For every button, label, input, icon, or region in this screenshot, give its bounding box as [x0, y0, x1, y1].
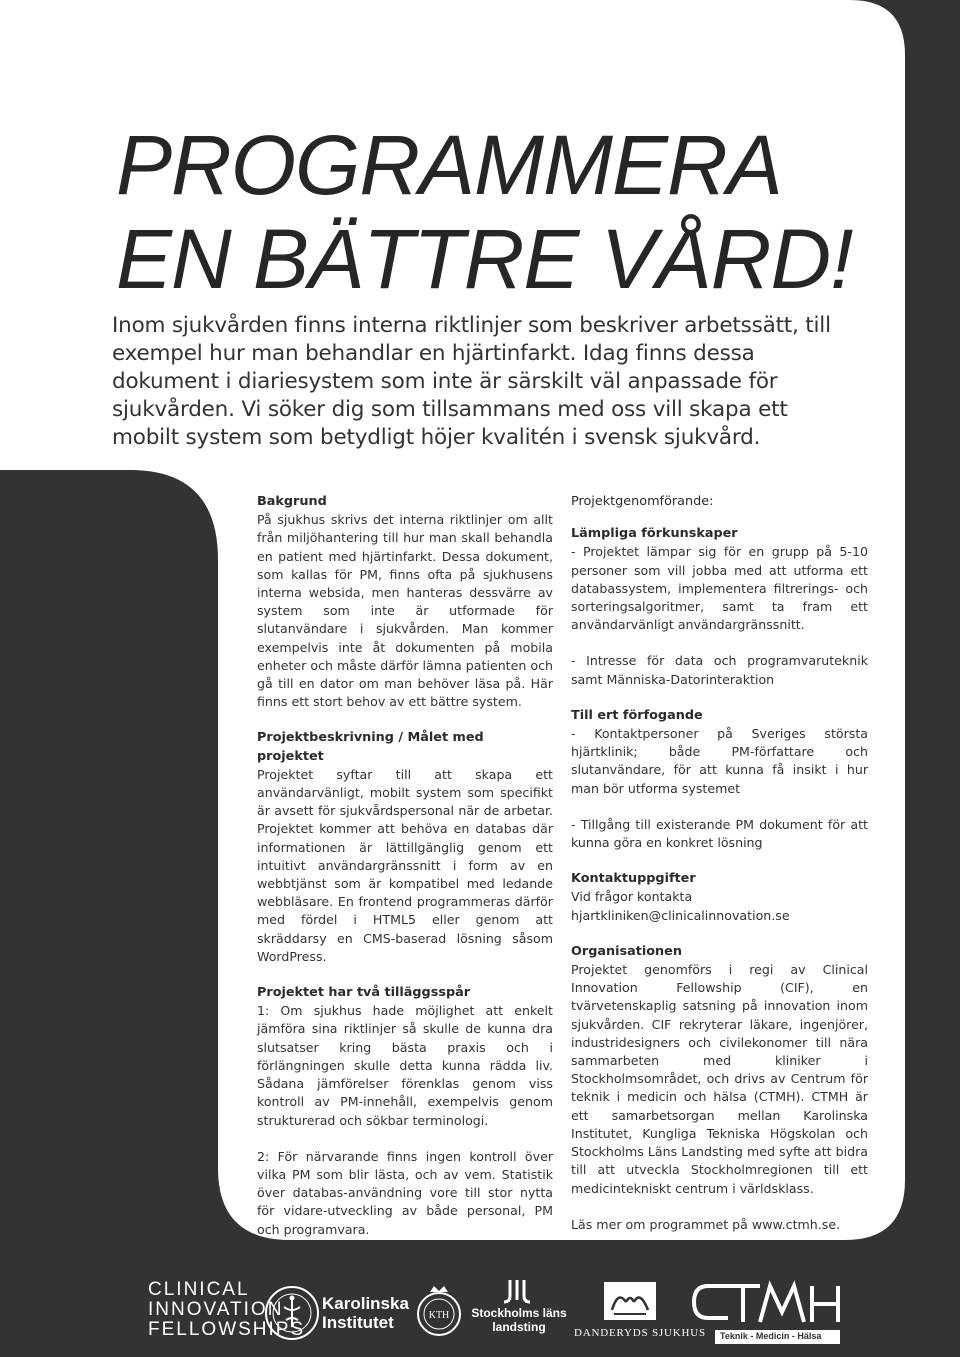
danderyd-name: DANDERYDS SJUKHUS: [574, 1327, 706, 1339]
heading-bakgrund: Bakgrund: [257, 494, 327, 509]
karolinska-name-line-2: Institutet: [322, 1313, 394, 1332]
sll-name-line-2: landsting: [492, 1320, 546, 1334]
kth-seal-icon: [416, 1282, 462, 1342]
text-tillaggsspar-1: 1: Om sjukhus hade möjlighet att enkelt jämföra sina riktlinjer så skulle de kunna dra slutsatser kring bästa praxis och i förlängningen skulle detta kunna rädda liv. Sådana jämförelser förenklas genom viss kontroll av PM-innehåll, exempelvis genom strukturerad och sökbar terminologi.: [257, 1003, 553, 1128]
ctmh-subtitle: Teknik - Medicin - Hälsa: [720, 1331, 822, 1341]
cif-logo-line-1: CLINICAL: [148, 1279, 250, 1300]
title-line-1: PROGRAMMERA: [116, 118, 782, 212]
svg-text:KTH: KTH: [428, 1310, 450, 1321]
text-projektbeskrivning: Projektet syftar till att skapa ett användarvänligt, mobilt system som specifikt är avsett för sjukvårdspersonal när de arbetar. Projektet kommer att behöva en databas där informationen är lättillgänglig genom ett intuitivt användargränssnitt i form av en webbtjänst som är kompatibel med ledande webbläsare. En frontend programmeras därför med fördel i HTML5 eller genom att skräddarsy en CMS-baserad lösning såsom WordPress.: [257, 766, 553, 964]
heading-organisationen: Organisationen: [571, 943, 682, 959]
text-organisationen-2: Läs mer om programmet på www.ctmh.se.: [571, 1216, 841, 1232]
text-kontakt: [571, 888, 868, 924]
text-forkunskaper-1: - Projektet lämpar sig för en grupp på 5-10 personer som vill jobba med att utforma ett databassystem, implementera filtrerings- och sorteringsalgoritmer, samt ta fram ett användarvänligt användargränssnitt.: [571, 544, 868, 633]
heading-tillaggsspar: Projektet har två tilläggsspår: [257, 985, 471, 1001]
email-link[interactable]: hjartkliniken@clinicalinnovation.se: [571, 907, 790, 923]
sll-name-line-1: Stockholms läns: [471, 1306, 567, 1320]
text-forfogande-1: - Kontaktpersoner på Sveriges största hjärtklinik; både PM-författare och slutanvändare, för att kunna få insikt i hur man bör utforma systemet: [571, 726, 868, 796]
section-kontakt: [571, 870, 868, 925]
kth-logo: [416, 1282, 462, 1346]
heading-forkunskaper: Lämpliga förkunskaper: [571, 526, 738, 542]
sll-mark-icon: [470, 1280, 568, 1306]
heading-forfogande: Till ert förfogande: [571, 707, 703, 723]
sll-logo: [470, 1280, 568, 1334]
heading-projektgenomforande: Projektgenomförande:: [571, 494, 714, 509]
section-forfogande: [571, 707, 868, 852]
text-bakgrund: På sjukhus skrivs det interna riktlinjer om allt från miljöhantering till hur man skall behandla en patient med hjärtinfarkt. Dessa dokument, som kallas för PM, finns ofta på sjukhusens interna websida, men hanteras dessvärre av system som inte är utformade för slutanvändare i sjukvården. Man kommer exempelvis inte åt dokumenten på mobila enheter och måste därför lämna patienten och gå till en dator om man behöver läsa på. Här finns ett stort behov av ett bättre system.: [257, 512, 553, 710]
section-bakgrund: [257, 493, 553, 711]
intro-paragraph: Inom sjukvården finns interna riktlinjer som beskriver arbetssätt, till exempel hur man behandlar en hjärtinfarkt. Idag finns dessa dokument i diariesystem som inte är särskilt väl anpassade för sjukvården. Vi söker dig som tillsammans med oss vill skapa ett mobilt system som betydligt höjer kvalitén i svensk sjukvård.: [112, 313, 831, 450]
ctmh-logo: [690, 1278, 850, 1350]
section-forkunskaper: [571, 525, 868, 689]
text-organisationen-1: Projektet genomförs i regi av Clinical Innovation Fellowship (CIF), en tvärvetenskaplig satsning på innovation inom sjukvården. CIF rekryterar läkare, ingenjörer, industridesigners och civilekonomer till nära sammarbeten med kliniker i Stockholmsområdet, och drivs av Centrum för teknik i medicin och hälsa (CTMH). CTMH är ett samarbetsorgan mellan Karolinska Institutet, Kungliga Tekniska Högskolan och Stockholms Läns Landsting med syfte att bidra till att utveckla Stockholmregionen till ett medicintekniskt centrum i världsklass.: [571, 962, 868, 1196]
karolinska-logo: [264, 1280, 409, 1350]
text-tillaggsspar-2: 2: För närvarande finns ingen kontroll över vilka PM som blir lästa, och av vem. Statistik över databas-användning vore till stor nytta för vidare-utveckling av både personal, PM och programvara.: [257, 1148, 553, 1237]
karolinska-name-line-1: Karolinska: [322, 1294, 409, 1313]
text-forfogande-2: - Tillgång till existerande PM dokument för att kunna göra en konkret lösning: [571, 816, 868, 851]
cif-logo-line-3: FELLOWSHIPS: [148, 1319, 306, 1340]
right-column: [571, 493, 868, 1252]
cif-logo-line-2: INNOVATION: [148, 1299, 284, 1320]
logo-strip: [0, 1268, 960, 1348]
section-tillaggsspar: [257, 984, 553, 1239]
section-organisationen: [571, 943, 868, 1234]
kontakt-line: Vid frågor kontakta: [571, 889, 693, 905]
danderyd-logo: [574, 1280, 706, 1339]
sll-name: [470, 1306, 568, 1334]
danderyd-hands-icon: [574, 1280, 684, 1324]
section-genomforande: [571, 493, 868, 511]
page-title: [116, 118, 852, 306]
karolinska-name: [322, 1294, 409, 1332]
section-projektbeskrivning: [257, 729, 553, 966]
karolinska-seal-icon: [264, 1280, 320, 1346]
text-forkunskaper-2: - Intresse för data och programvaruteknik samt Människa-Datorinteraktion: [571, 653, 868, 687]
heading-projektbeskrivning: Projektbeskrivning / Målet med projektet: [257, 730, 484, 764]
left-column: [257, 493, 553, 1257]
heading-kontakt: Kontaktuppgifter: [571, 871, 696, 887]
title-line-2: EN BÄTTRE VÅRD!: [116, 212, 853, 306]
